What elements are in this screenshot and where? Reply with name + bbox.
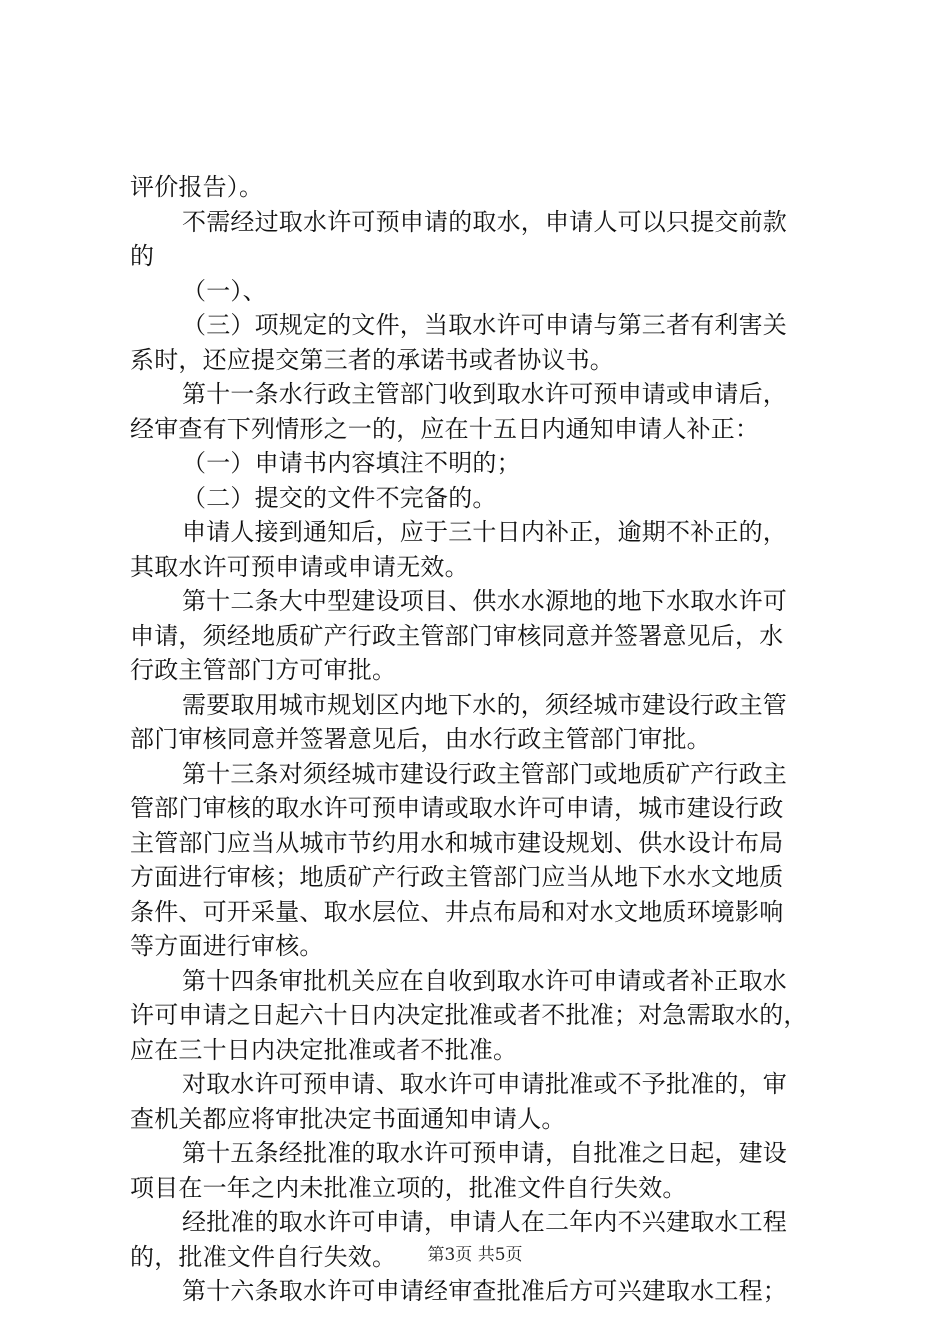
- text-line: 主管部门应当从城市节约用水和城市建设规划、供水设计布局: [130, 828, 784, 857]
- text-line: 评价报告）。: [130, 173, 264, 201]
- text-line: 其取水许可预申请或申请无效。: [130, 552, 469, 581]
- text-line: 需要取用城市规划区内地下水的，须经城市建设行政主管: [182, 690, 787, 719]
- text-line: 第十六条取水许可申请经审查批准后方可兴建取水工程；: [182, 1277, 787, 1305]
- text-line: 系时，还应提交第三者的承诺书或者协议书。: [130, 345, 614, 374]
- text-line: 第十四条审批机关应在自收到取水许可申请或者补正取水: [182, 966, 787, 995]
- text-line: 经审查有下列情形之一的，应在十五日内通知申请人补正：: [130, 414, 760, 443]
- document-body: [130, 170, 830, 1309]
- text-line: （三）项规定的文件，当取水许可申请与第三者有利害关: [182, 311, 787, 339]
- text-line: 第十五条经批准的取水许可预申请，自批准之日起，建设: [182, 1139, 787, 1167]
- text-line: 行政主管部门方可审批。: [130, 656, 397, 684]
- text-line: （二）提交的文件不完备的。: [182, 483, 497, 512]
- page-footer: 第3页 共5页: [427, 1245, 523, 1265]
- text-line: 不需经过取水许可预申请的取水，申请人可以只提交前款: [182, 207, 787, 236]
- text-line: 的，批准文件自行失效。: [130, 1242, 397, 1271]
- text-line: 对取水许可预申请、取水许可申请批准或不予批准的，审: [182, 1070, 787, 1098]
- text-line: 条件、可开采量、取水层位、井点布局和对水文地质环境影响: [130, 897, 784, 926]
- text-line: 方面进行审核；地质矿产行政主管部门应当从地下水水文地质: [130, 863, 784, 891]
- text-line: 管部门审核的取水许可预申请或取水许可申请，城市建设行政: [130, 794, 784, 822]
- text-line: （一）申请书内容填注不明的；: [182, 449, 521, 477]
- text-line: 的: [130, 242, 155, 270]
- text-line: 第十一条水行政主管部门收到取水许可预申请或申请后，: [182, 380, 787, 408]
- text-line: 项目在一年之内未批准立项的，批准文件自行失效。: [130, 1173, 687, 1202]
- text-line: 经批准的取水许可申请，申请人在二年内不兴建取水工程: [182, 1208, 787, 1236]
- text-line: 第十三条对须经城市建设行政主管部门或地质矿产行政主: [182, 759, 787, 788]
- text-line: 查机关都应将审批决定书面通知申请人。: [130, 1104, 566, 1133]
- text-line: 申请，须经地质矿产行政主管部门审核同意并签署意见后，水: [130, 621, 784, 650]
- text-line: 申请人接到通知后，应于三十日内补正，逾期不补正的，: [182, 518, 787, 546]
- text-line: 等方面进行审核。: [130, 932, 324, 960]
- text-line: 应在三十日内决定批准或者不批准。: [130, 1035, 518, 1064]
- text-line: 第十二条大中型建设项目、供水水源地的地下水取水许可: [182, 587, 787, 615]
- text-line: 部门审核同意并签署意见后，由水行政主管部门审批。: [130, 725, 711, 753]
- text-line: 许可申请之日起六十日内决定批准或者不批准；对急需取水的，: [130, 1001, 808, 1029]
- text-line: （一）、: [182, 276, 267, 305]
